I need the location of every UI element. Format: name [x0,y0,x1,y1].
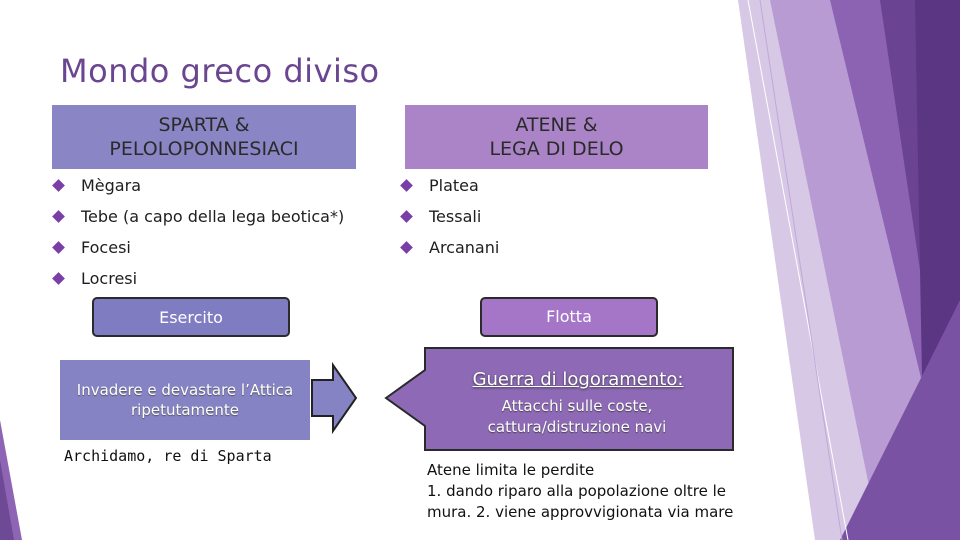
esercito-button[interactable]: Esercito [92,297,290,337]
list-item: Locresi [52,263,344,294]
header-sparta-label: SPARTA & PELOLOPONNESIACI [109,114,299,160]
flotta-button[interactable]: Flotta [480,297,658,337]
archidamo-caption: Archidamo, re di Sparta [64,447,272,465]
header-atene-label: ATENE & LEGA DI DELO [489,114,624,160]
atene-note: Atene limita le perdite 1. dando riparo alla popolazione oltre le mura. 2. viene approvvigionata via mare [427,461,734,521]
list-item: Focesi [52,232,344,263]
list-item: Mègara [52,170,344,201]
slide-title: Mondo greco diviso [60,52,380,90]
flotta-strategy-text: Attacchi sulle coste, cattura/distruzione navi [487,397,667,436]
esercito-strategy-text: Invadere e devastare l’Attica ripetutamente [76,381,294,419]
list-item: Arcanani [400,232,499,263]
list-item: Tessali [400,201,499,232]
right-arrow-icon [312,365,356,431]
list-item: Tebe (a capo della lega beotica*) [52,201,344,232]
list-item: Platea [400,170,499,201]
flotta-strategy-title: Guerra di logoramento: [472,369,684,390]
